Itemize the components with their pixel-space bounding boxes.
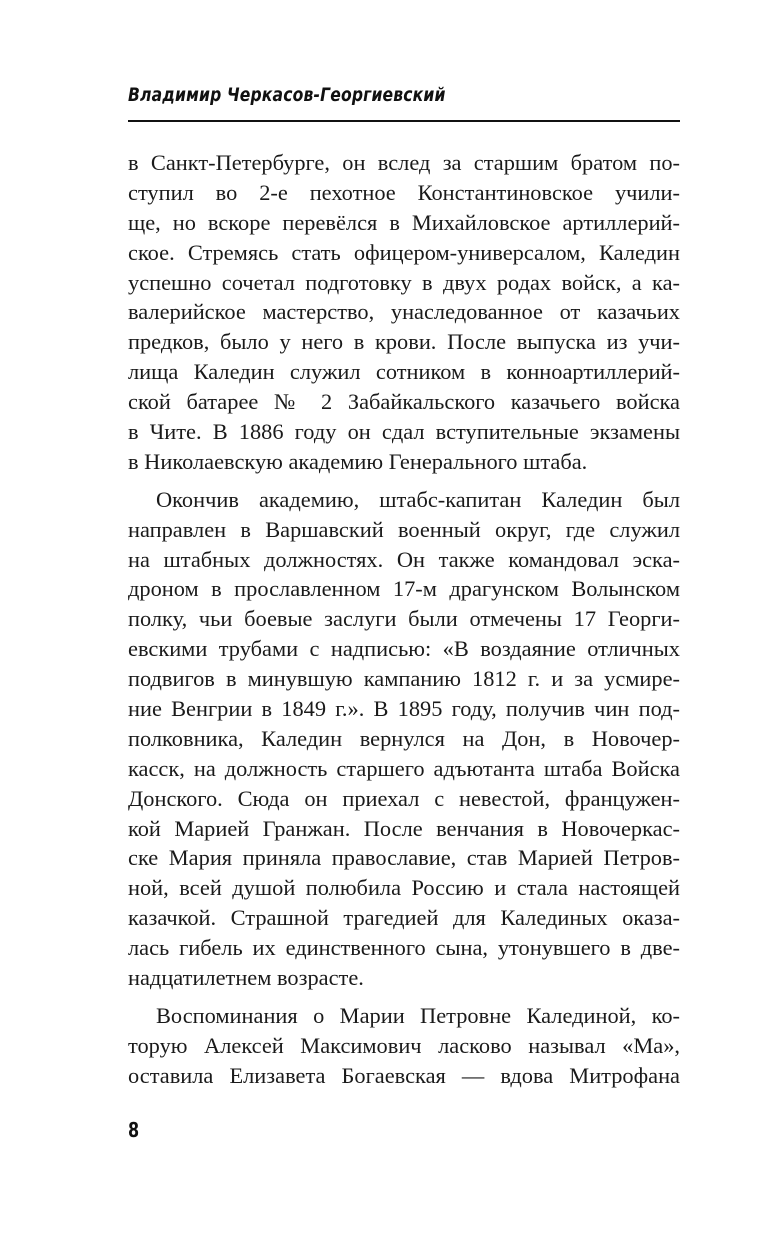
text-line: Окончив академию, штабс-капитан Каледин был [156,486,680,512]
text-line: казачкой. Страшной трагедией для Калединых оказа- [128,905,680,931]
text-line: евскими трубами с надписью: «В воздаяние отличных [128,636,680,662]
text-line: на штабных должностях. Он также командовал эска- [128,546,680,572]
text-line: касск, на должность старшего адъютанта штаба Войска [128,755,680,781]
text-line: лища Каледин служил сотником в конноартиллерий- [128,359,680,385]
text-line: кой Марией Гранжан. После венчания в Новочеркас- [128,815,680,841]
text-line: ске Мария приняла православие, став Марией Петров- [128,845,680,871]
text-line: полку, чьи боевые заслуги были отмечены 17 Георги- [128,606,680,632]
text-line: торую Алексей Максимович ласково называл «Ма», [128,1032,680,1058]
text-line: Донского. Сюда он приехал с невестой, францужен- [128,785,680,811]
text-line: успешно сочетал подготовку в двух родах войск, а ка- [128,269,680,295]
text-line: ское. Стремясь стать офицером-универсалом, Каледин [128,239,680,265]
text-line: подвигов в минувшую кампанию 1812 г. и за усмире- [128,666,680,692]
text-line: полковника, Каледин вернулся на Дон, в Новочер- [128,725,680,751]
text-line: в Чите. В 1886 году он сдал вступительные экзамены [128,419,680,445]
page-number: 8 [128,1118,140,1142]
paragraph [128,148,680,477]
text-line: ной, всей душой полюбила Россию и стала настоящей [128,875,680,901]
text-line: в Николаевскую академию Генерального штаба. [128,448,588,474]
text-line: ступил во 2-е пехотное Константиновское учили- [128,179,680,205]
body-text [128,148,680,1091]
paragraph [128,485,680,993]
text-line: валерийское мастерство, унаследованное от казачьих [128,299,680,325]
text-line: ской батарее № 2 Забайкальского казачьего войска [128,389,680,415]
text-line: в Санкт-Петербурге, он вслед за старшим братом по- [128,150,680,175]
running-head: Владимир Черкасов-Георгиевский [128,84,446,106]
text-line: направлен в Варшавский военный округ, где служил [128,516,680,542]
text-line: ние Венгрии в 1849 г.». В 1895 году, получив чин под- [128,696,680,722]
text-line: Воспоминания о Марии Петровне Калединой, ко- [156,1002,680,1028]
text-line: дроном в прославленном 17-м драгунском Волынском [128,576,680,602]
header-rule [128,120,680,122]
text-line: оставила Елизавета Богаевская — вдова Митрофана [128,1062,680,1088]
text-line: лась гибель их единственного сына, утонувшего в две- [128,935,680,961]
text-line: ще, но вскоре перевёлся в Михайловское артиллерий- [128,209,680,235]
text-line: предков, было у него в крови. После выпуска из учи- [128,329,680,355]
text-line: надцатилетнем возрасте. [128,965,364,991]
paragraph [128,1001,680,1091]
